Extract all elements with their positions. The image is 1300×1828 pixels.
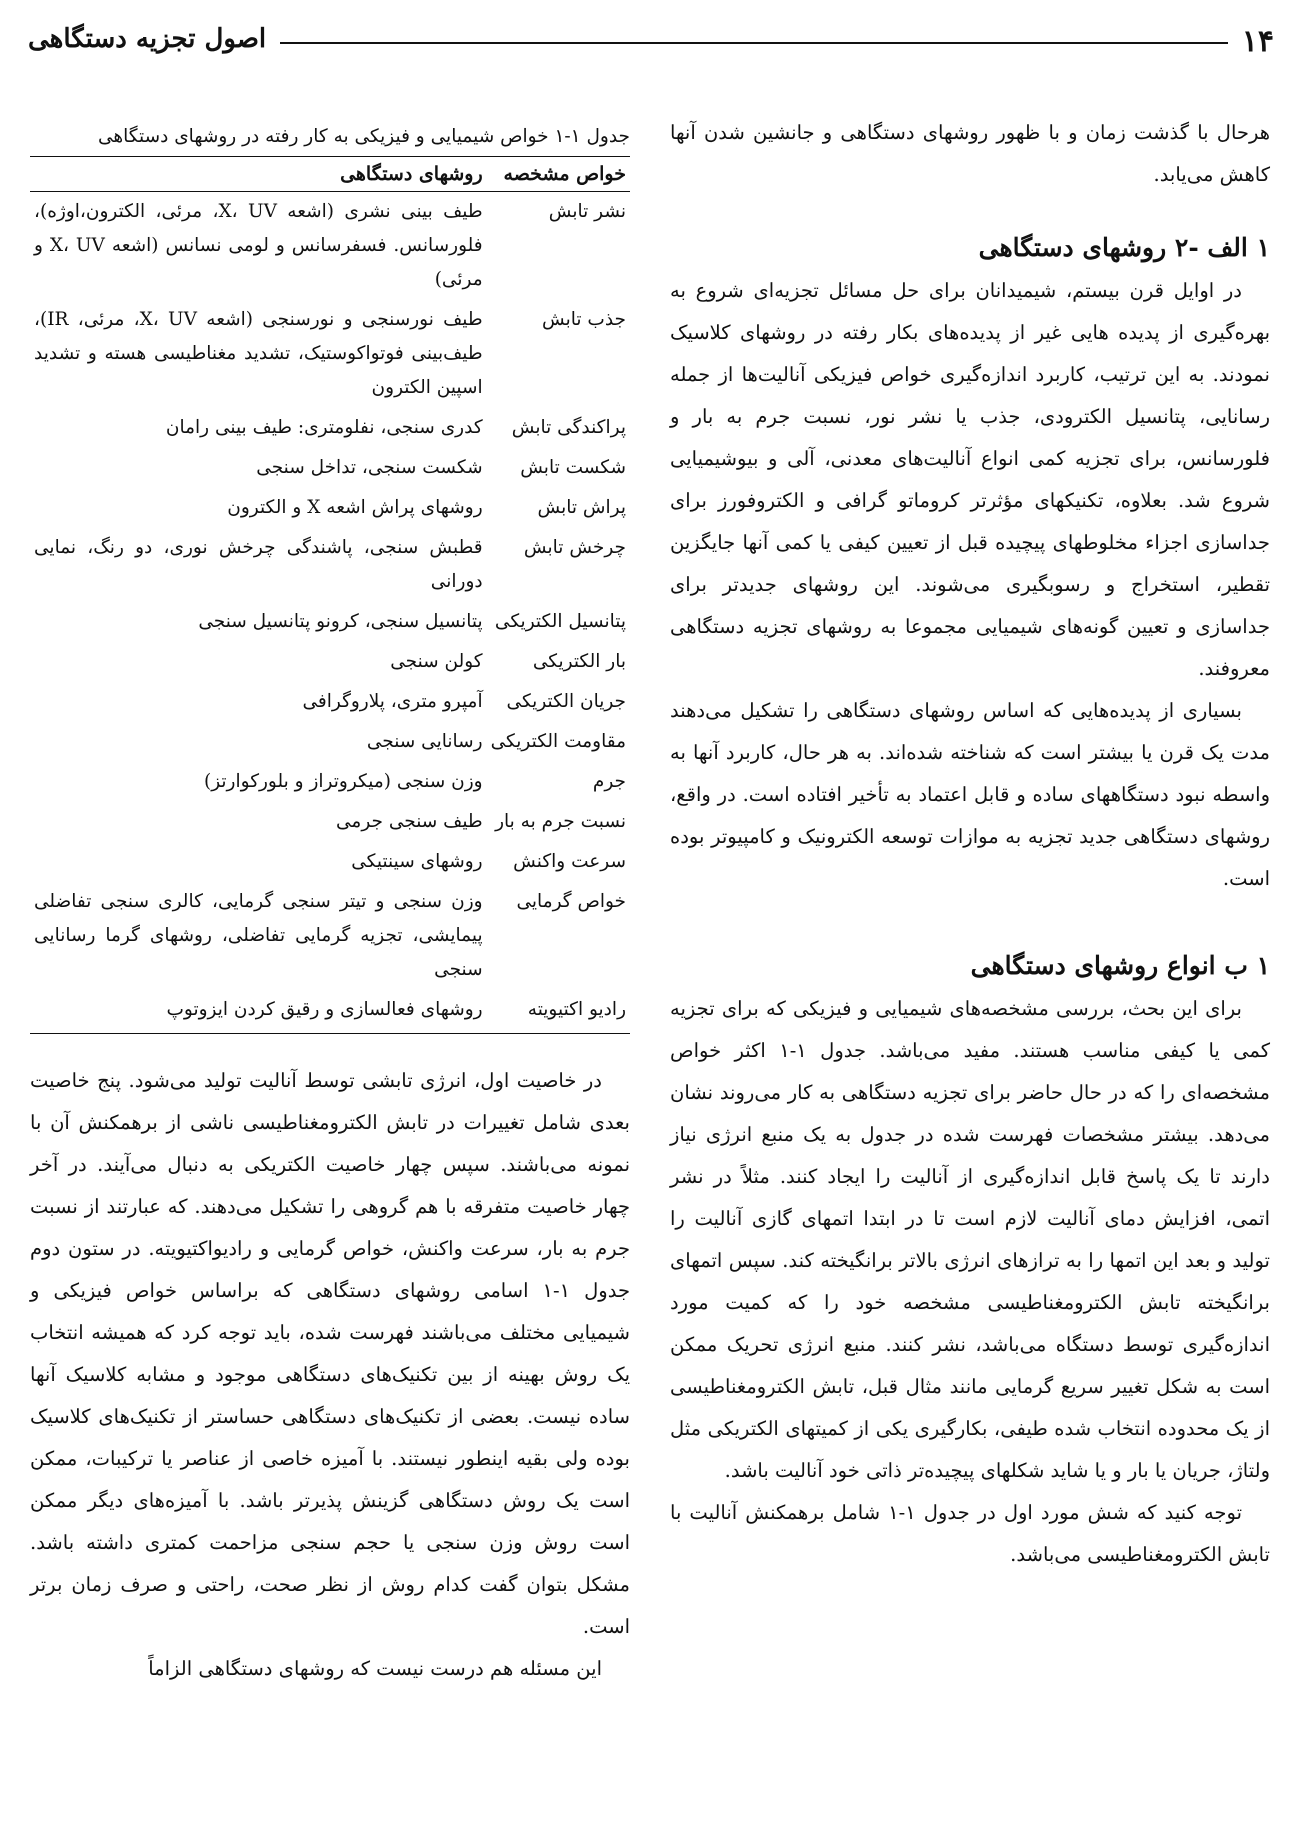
properties-table-block <box>30 122 630 1034</box>
cell-methods: شکست سنجی، تداخل سنجی <box>256 457 483 478</box>
cell-property: پراکندگی تابش <box>511 417 626 438</box>
cell-methods: روشهای سینتیکی <box>351 851 483 872</box>
cell-methods: رسانایی سنجی <box>366 731 483 752</box>
right-column <box>670 112 1270 1576</box>
cell-property: خواص گرمایی <box>516 891 626 912</box>
left-paragraph-2: این مسئله هم درست نیست که روشهای دستگاهی الزاماً <box>148 1657 602 1680</box>
left-paragraph-1: در خاصیت اول، انرژی تابشی توسط آنالیت تولید می‌شود. پنج خاصیت بعدی شامل تغییرات در تابش الکترومغناطیسی ناشی از برهمکنش آن با نمونه می‌باشند. سپس چهار خاصیت الکتریکی به دنبال می‌آیند. در آخر چهار خاصیت متفرقه با هم گروهی را تشکیل می‌دهند. که عبارتند از نسبت جرم به بار، سرعت واکنش، خواص گرمایی و رادیواکتیویته. در ستون دوم جدول ۱-۱ اسامی روشهای دستگاهی که براساس خواص فیزیکی و شیمیایی مختلف می‌باشند فهرست شده، باید توجه کرد که همیشه انتخاب یک روش بهینه از بین تکنیک‌های دستگاهی موجود و مشابه کلاسیک آنها ساده نیست. بعضی از تکنیک‌های دستگاهی حساستر از تکنیک‌های کلاسیک بوده ولی بقیه اینطور نیستند. با آمیزه خاصی از عناصر یا ترکیبات، ممکن است یک روش دستگاهی گزینش پذیرتر باشد. با آمیزه‌های دیگر ممکن است روش وزن سنجی یا حجم سنجی مزاحمت کمتری داشته باشد. مشکل بتوان گفت کدام روش از نظر صحت، راحتی و صرف زمان برتر است. <box>30 1069 630 1638</box>
header-property: خواص مشخصه <box>487 157 630 192</box>
section-heading-instrumental-methods: ۱ الف -۲ روشهای دستگاهی <box>978 233 1270 262</box>
section1-paragraph-1: در اوایل قرن بیستم، شیمیدانان برای حل مسائل تجزیه‌ای شروع به بهره‌گیری از پدیده هایی غیر از پدیده‌های بکار رفته در روشهای کلاسیک نمودند. به این ترتیب، کاربرد اندازه‌گیری خواص فیزیکی آنالیت‌ها از جمله رسانایی، پتانسیل الکترودی، جذب یا نشر نور، نسبت جرم به بار و فلورسانس، برای تجزیه کمی انواع آنالیت‌های معدنی، آلی و بیوشیمیایی شروع شد. بعلاوه، تکنیکهای مؤثرتر کروماتو گرافی و الکتروفورز برای جداسازی اجزاء مخلوطهای پیچیده قبل از تعیین کیفی یا کمی آنها جایگزین تقطیر، استخراج و رسوبگیری می‌شوند. این روشهای جدیدتر برای جداسازی و تعیین گونه‌های شیمیایی مجموعا به روشهای تجزیه دستگاهی معروفند. <box>670 279 1270 680</box>
table-row <box>30 300 630 408</box>
cell-methods: کدری سنجی، نفلومتری: طیف بینی رامان <box>165 417 483 438</box>
table-row <box>30 802 630 842</box>
properties-table <box>30 156 630 1034</box>
table-row <box>30 488 630 528</box>
table-row <box>30 990 630 1034</box>
section2-paragraph-2: توجه کنید که شش مورد اول در جدول ۱-۱ شامل برهمکنش آنالیت با تابش الکترومغناطیسی می‌باشد. <box>670 1501 1270 1566</box>
cell-property: شکست تابش <box>520 457 626 478</box>
running-title: اصول تجزیه دستگاهی <box>28 24 280 54</box>
cell-property: بار الکتریکی <box>532 651 626 672</box>
section-heading-types-of-methods: ۱ ب انواع روشهای دستگاهی <box>970 951 1270 980</box>
cell-methods: روشهای پراش اشعه X و الکترون <box>227 497 483 518</box>
table-row <box>30 882 630 990</box>
table-row <box>30 642 630 682</box>
page-number: ۱۴ <box>1228 24 1274 59</box>
table-row <box>30 722 630 762</box>
cell-methods: وزن سنجی و تیتر سنجی گرمایی، کالری سنجی تفاضلی پیمایشی، تجزیه گرمایی تفاضلی، روشهای گرما رسانایی سنجی <box>34 891 483 980</box>
table-caption: جدول ۱-۱ خواص شیمیایی و فیزیکی به کار رفته در روشهای دستگاهی <box>97 126 630 147</box>
cell-methods: پتانسیل سنجی، کرونو پتانسیل سنجی <box>198 611 483 632</box>
header-methods: روشهای دستگاهی <box>30 157 487 192</box>
table-row <box>30 762 630 802</box>
table-header-row <box>30 157 630 192</box>
table-row <box>30 682 630 722</box>
cell-property: نشر تابش <box>548 201 626 222</box>
cell-property: جریان الکتریکی <box>506 691 626 712</box>
cell-property: پتانسیل الکتریکی <box>494 611 626 632</box>
cell-property: چرخش تابش <box>523 537 626 558</box>
cell-property: جذب تابش <box>542 309 626 330</box>
table-row <box>30 842 630 882</box>
cell-methods: قطبش سنجی، پاشندگی چرخش نوری، دو رنگ، نمایی دورانی <box>34 537 483 592</box>
cell-methods: طیف نورسنجی و نورسنجی (اشعه X، UV، مرئی، IR)، طیف‌بینی فوتواکوستیک، تشدید مغناطیسی هسته و تشدید اسپین الکترون <box>34 309 483 398</box>
cell-methods: طیف بینی نشری (اشعه X، UV، مرئی، الکترون،اوژه)، فلورسانس. فسفرسانس و لومی نسانس (اشعه X، UV و مرئی) <box>34 201 483 290</box>
cell-methods: کولن سنجی <box>390 651 483 672</box>
cell-methods: آمپرو متری، پلاروگرافی <box>302 691 483 712</box>
page-header <box>28 22 1274 62</box>
cell-property: پراش تابش <box>537 497 626 518</box>
section1-paragraph-2: بسیاری از پدیده‌هایی که اساس روشهای دستگاهی را تشکیل می‌دهند مدت یک قرن یا بیشتر است که شناخته شده‌اند. به هر حال، کاربرد آنها به واسطه نبود دستگاههای ساده و قابل اعتماد به تأخیر افتاده است. در واقع، روشهای دستگاهی جدید تجزیه به موازات توسعه الکترونیک و کامپیوتر بوده است. <box>670 699 1270 890</box>
intro-paragraph: هرحال با گذشت زمان و با ظهور روشهای دستگاهی و جانشین شدن آنها کاهش می‌یابد. <box>670 121 1270 186</box>
table-row <box>30 192 630 301</box>
table-row <box>30 528 630 602</box>
cell-methods: وزن سنجی (میکروتراز و بلورکوارتز) <box>203 771 483 792</box>
cell-property: سرعت واکنش <box>513 851 626 872</box>
section2-paragraph-1: برای این بحث، بررسی مشخصه‌های شیمیایی و فیزیکی که برای تجزیه کمی یا کیفی مناسب هستند. مفید می‌باشد. جدول ۱-۱ اکثر خواص مشخصه‌ای را که در حال حاضر برای تجزیه دستگاهی به کار می‌روند نشان می‌دهد. بیشتر مشخصات فهرست شده در جدول به یک منبع انرژی نیاز دارند تا یک پاسخ قابل اندازه‌گیری از آنالیت را ایجاد کنند. مثلاً در نشر اتمی، افزایش دمای آنالیت لازم است تا در ابتدا اتمهای گازی آنالیت را تولید و بعد این اتمها را به ترازهای انرژی بالاتر برانگیخته کند. سپس اتمهای برانگیخته تابش الکترومغناطیسی مشخصه خود را که کمیت مورد اندازه‌گیری توسط دستگاه می‌باشد، نشر کنند. منبع انرژی تحریک ممکن است به شکل تغییر سریع گرمایی مانند مثال قبل، تابش الکترومغناطیسی از یک محدوده انتخاب شده طیفی، بکارگیری یکی از کمیتهای الکتریکی مثل ولتاژ، جریان یا بار و یا شاید شکلهای پیچیده‌تر ذاتی خود آنالیت باشد. <box>670 997 1270 1482</box>
cell-property: رادیو اکتیویته <box>487 990 630 1034</box>
cell-methods: روشهای فعالسازی و رقیق کردن ایزوتوپ <box>30 990 487 1034</box>
table-row <box>30 602 630 642</box>
table-row <box>30 408 630 448</box>
table-row <box>30 448 630 488</box>
cell-property: جرم <box>592 771 626 792</box>
cell-property: مقاومت الکتریکی <box>490 731 626 752</box>
left-column <box>30 1060 630 1690</box>
cell-property: نسبت جرم به بار <box>495 811 626 832</box>
cell-methods: طیف سنجی جرمی <box>335 811 483 832</box>
